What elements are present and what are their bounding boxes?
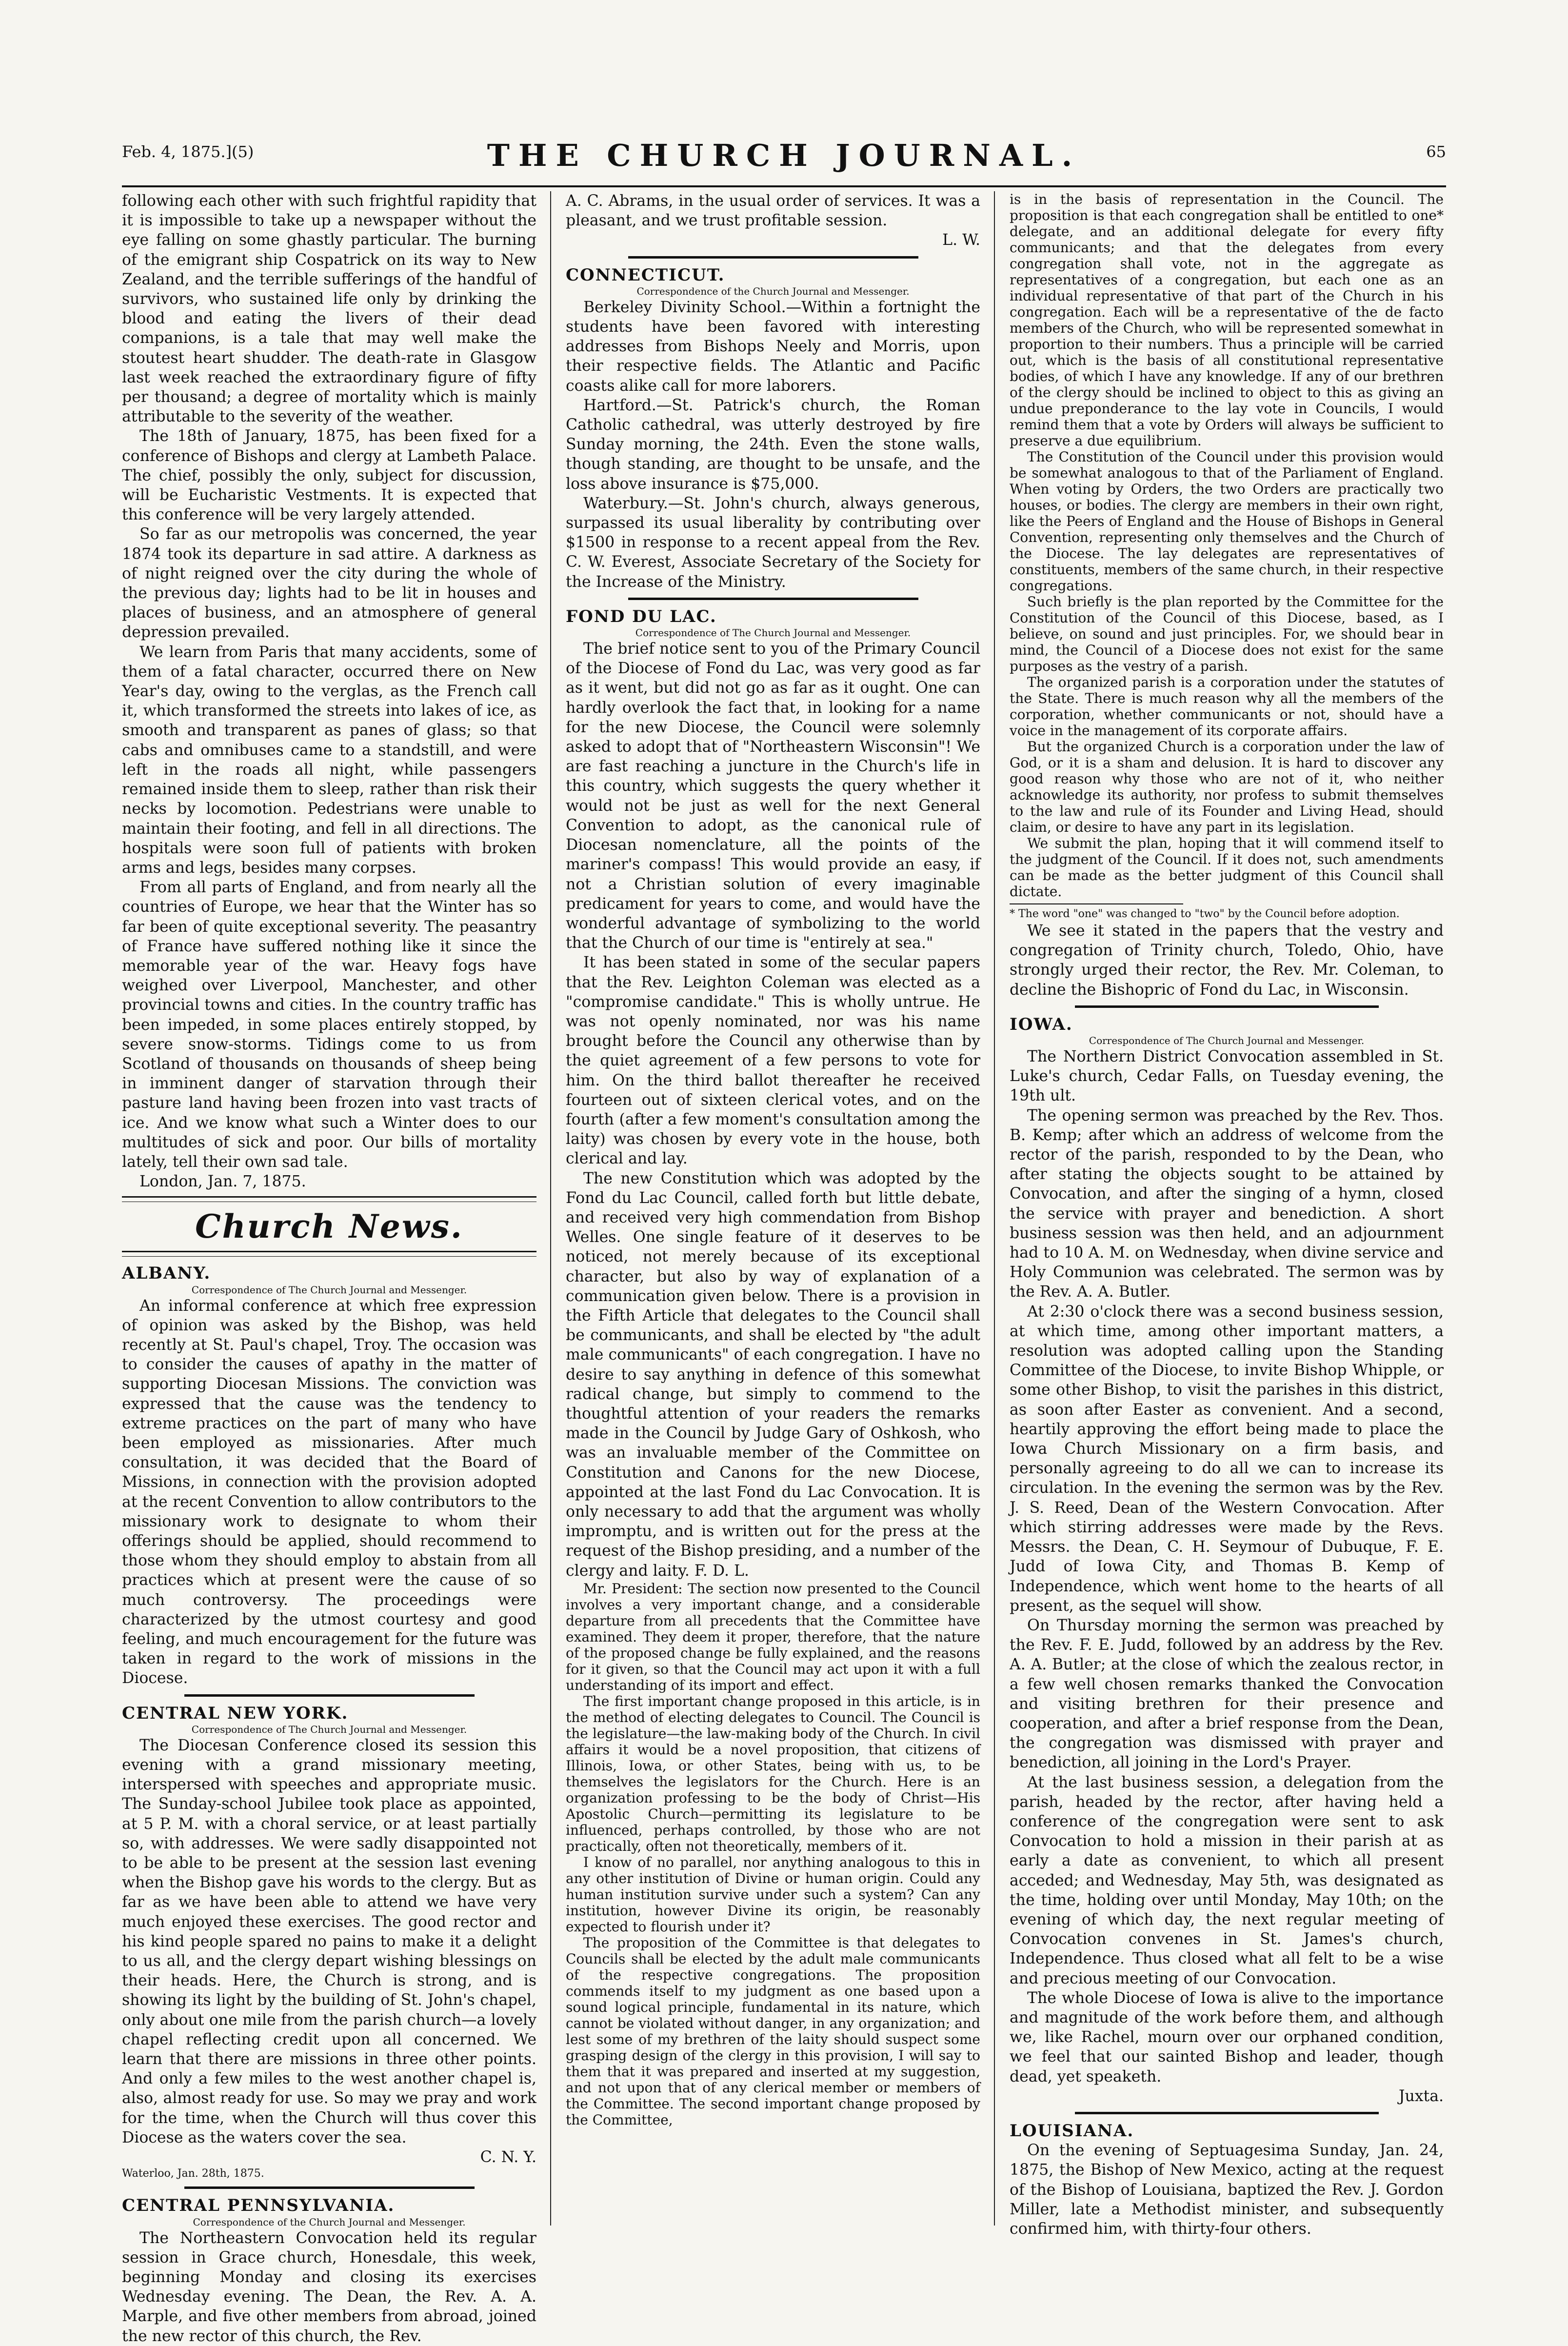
separator bbox=[122, 1196, 536, 1202]
paragraph: So far as our metropolis was concerned, the year 1874 took its departure in sad attire. A darkness as of night reigned over the city during the whole of the previous day; lights had to be lit in houses and places of business, and an atmosphere of general depression prevailed. bbox=[122, 525, 536, 642]
paragraph: Mr. President: The section now presented to the Council involves a very important change, and a considerable departure from all precedents that the Committee have examined. They deem it proper, therefore, that the nature of the proposed change be fully explained, and the reasons for it given, so that the Council may act upon it with a full understanding of its import and effect. bbox=[566, 1580, 980, 1693]
paragraph: It has been stated in some of the secular papers that the Rev. Leighton Coleman was elected as a "compromise candidate." This is wholly untrue. He was not openly nominated, nor was his name brought before the Council any otherwise than by the quiet agreement of a few persons to vote for him. On the third ballot thereafter he received fourteen out of sixteen clerical votes, and on the fourth (after a few moment's consultation among the laity) was chosen by every vote in the house, both clerical and lay. bbox=[566, 954, 980, 1168]
separator bbox=[184, 1694, 475, 1697]
paragraph: The Constitution of the Council under this provision would be somewhat analogous to that of the Parliament of England. When voting by Orders, the two Orders are practically two houses, or bodies. The clergy are members in their own right, like the Peers of England and the House of Bishops in General Convention, representing only themselves and the Church of the Diocese. The lay delegates are representatives of constituents, members of the same church, in their respective congregations. bbox=[1010, 449, 1444, 594]
column-3 bbox=[1010, 191, 1444, 2238]
paragraph: The new Constitution which was adopted by the Fond du Lac Council, called forth but little debate, and received very high commendation from Bishop Welles. One single feature of it deserves to be noticed, not merely because of its exceptional character, but also by way of explanation of a communication given below. There is a provision in the Fifth Article that delegates to the Council shall be communicants, and shall be elected by "the adult male communicants" of each congregation. I have no desire to say anything in defence of this somewhat radical change, but simply to commend to the thoughtful attention of your readers the remarks made in the Council by Judge Gary of Oshkosh, who was an invaluable member of the Committee on Constitution and Canons for the new Diocese, appointed at the last Fond du Lac Convocation. It is only necessary to add that the argument was wholly impromptu, and is written out for the press at the request of the Bishop presiding, and a number of the clergy and laity. F. D. L. bbox=[566, 1169, 980, 1580]
paragraph: On the evening of Septuagesima Sunday, Jan. 24, 1875, the Bishop of New Mexico, acting at the request of the Bishop of Louisiana, baptized the Rev. J. Gordon Miller, late a Methodist minister, and subsequently confirmed him, with thirty-four others. bbox=[1010, 2142, 1444, 2238]
separator bbox=[1010, 903, 1183, 904]
paragraph: The Northern District Convocation assembled in St. Luke's church, Cedar Falls, on Tuesday evening, the 19th ult. bbox=[1010, 1048, 1444, 1105]
column-1 bbox=[122, 191, 536, 2345]
paragraph: Such briefly is the plan reported by the Committee for the Constitution of the Council of this Diocese, based, as I believe, on sound and just principles. For, we should bear in mind, the Council of a Diocese does not exist for the same purposes as the vestry of a parish. bbox=[1010, 594, 1444, 674]
footnote: * The word "one" was changed to "two" by the Council before adoption. bbox=[1010, 908, 1400, 920]
paragraph: On Thursday morning the sermon was preached by the Rev. F. E. Judd, followed by an address by the Rev. A. A. Butler; at the close of which the zealous rector, in a few well chosen remarks thanked the Convocation and visiting brethren for their presence and cooperation, and after a brief response from the Dean, the congregation was dismissed with prayer and benediction, all joining in the Lord's Prayer. bbox=[1010, 1616, 1444, 1772]
paragraph: At 2:30 o'clock there was a second business session, at which time, among other important matters, a resolution was adopted calling upon the Standing Committee of the Diocese, to invite Bishop Whipple, or some other Bishop, to visit the parishes in this district, as soon after Easter as convenient. And a second, heartily approving the effort being made to place the Iowa Church Missionary on a firm basis, and personally agreeing to do all we can to increase its circulation. In the evening the sermon was by the Rev. J. S. Reed, Dean of the Western Convocation. After which stirring addresses were made by the Revs. Messrs. the Dean, C. H. Seymour of Dubuque, F. E. Judd of Iowa City, and Thomas B. Kemp of Independence, which went home to the hearts of all present, as the sequel will show. bbox=[1010, 1303, 1444, 1615]
paragraph: We learn from Paris that many accidents, some of them of a fatal character, occurred there on New Year's day, owing to the verglas, as the French call it, which transformed the streets into lakes of ice, as smooth and transparent as panes of glass; so that cabs and omnibuses came to a standstill, and were left in the roads all night, while passengers remained inside them to sleep, rather than risk their necks by locomotion. Pedestrians were unable to maintain their footing, and fell in all directions. The hospitals were soon full of patients with broken arms and legs, besides many corpses. bbox=[122, 643, 536, 877]
paragraph: But the organized Church is a corporation under the law of God, or it is a sham and delusion. It is hard to discover any good reason why those who are not of it, who neither acknowledge its authority, nor profess to submit themselves to the law and rule of its Founder and Living Head, should claim, or desire to have any part in its legislation. bbox=[1010, 739, 1444, 835]
paragraph: The 18th of January, 1875, has been fixed for a conference of Bishops and clergy at Lambeth Palace. The chief, possibly the only, subject for discussion, will be Eucharistic Vestments. It is expected that this conference will be very largely attended. bbox=[122, 427, 536, 524]
article-title: FOND DU LAC. bbox=[566, 606, 717, 626]
separator bbox=[628, 256, 918, 259]
separator bbox=[184, 2186, 475, 2189]
correspondence-line: Correspondence of the Church Journal and Messenger. bbox=[636, 285, 910, 297]
paragraph: Waterbury.—St. John's church, always generous, surpassed its usual liberality by contributing over $1500 in response to a recent appeal from the Rev. C. W. Everest, Associate Secretary of the Society for the Increase of the Ministry. bbox=[566, 494, 980, 591]
separator bbox=[628, 598, 918, 600]
header-rule bbox=[122, 185, 1446, 187]
masthead bbox=[122, 138, 1446, 185]
correspondence-line: Correspondence of The Church Journal and Messenger. bbox=[191, 1283, 467, 1296]
correspondence-line: Correspondence of the Church Journal and Messenger. bbox=[193, 2216, 466, 2228]
section-heading: Church News. bbox=[195, 1207, 463, 1246]
separator bbox=[1075, 2112, 1379, 2114]
column-divider bbox=[994, 191, 995, 2226]
article-title: CONNECTICUT. bbox=[566, 265, 725, 285]
article-title: CENTRAL PENNSYLVANIA. bbox=[122, 2196, 395, 2216]
paragraph: Hartford.—St. Patrick's church, the Roman Catholic cathedral, was utterly destroyed by fire Sunday morning, the 24th. Even the stone walls, though standing, are thought to be unsafe, and the loss above insurance is $75,000. bbox=[566, 396, 980, 493]
separator bbox=[1075, 1005, 1379, 1008]
column-2 bbox=[566, 191, 980, 2226]
paragraph: The whole Diocese of Iowa is alive to the importance and magnitude of the work before them, and although we, like Rachel, mourn over our orphaned condition, we feel that our sainted Bishop and leader, though dead, yet speaketh. bbox=[1010, 1989, 1444, 2085]
paragraph: The Northeastern Convocation held its regular session in Grace church, Honesdale, this week, beginning Monday and closing its exercises Wednesday evening. The Dean, the Rev. A. A. Marple, and five other members from abroad, joined the new rector of this church, the Rev. bbox=[122, 2229, 536, 2345]
article-title: LOUISIANA. bbox=[1010, 2121, 1134, 2141]
paragraph: An informal conference at which free expression of opinion was asked by the Bishop, was held recently at St. Paul's chapel, Troy. The occasion was to consider the causes of apathy in the matter of supporting Diocesan Missions. The conviction was expressed that the cause was the tendency to extreme practices on the part of many who have been employed as missionaries. After much consultation, it was decided that the Board of Missions, in connection with the provision adopted at the recent Convention to allow contributors to the missionary work to designate to whom their offerings should be applied, should recommend to those whom they should employ to abstain from all practices which at present were the cause of so much controversy. The proceedings were characterized by the utmost courtesy and good feeling, and much encouragement for the future was taken in regard to the work of missions in the Diocese. bbox=[122, 1297, 536, 1687]
paragraph: We submit the plan, hoping that it will commend itself to the judgment of the Council. If it does not, such amendments can be made as the better judgment of this Council shall dictate. bbox=[1010, 835, 1444, 900]
page-number: 65 bbox=[1426, 142, 1446, 161]
paragraph: I know of no parallel, nor anything analogous to this in any other institution of Divine or human origin. Could any human institution survive under such a system? Can any institution, however Divine its origin, be reasonably expected to flourish under it? bbox=[566, 1854, 980, 1935]
signature: C. N. Y. bbox=[480, 2148, 536, 2166]
paragraph: The Diocesan Conference closed its session this evening with a grand missionary meeting, interspersed with speeches and appropriate music. The Sunday-school Jubilee took place as appointed, at 5 P. M. with a choral service, or at least partially so, with addresses. We were sadly disappointed not to be able to be present at the session last evening when the Bishop gave his words to the clergy. But as far as we have been able to attend we have very much enjoyed these exercises. The good rector and his kind people spared no pains to make it a delight to us all, and the clergy depart wishing blessings on their heads. Here, the Church is strong, and is showing its light by the building of St. John's chapel, only about one mile from the parish church—a lovely chapel reflecting credit upon all concerned. We learn that there are missions in three other points. And only a few miles to the west another chapel is, also, almost ready for use. So may we pray and work for the time, when the Church will thus cover this Diocese as the waters cover the sea. bbox=[122, 1736, 536, 2146]
paragraph: The proposition of the Committee is that delegates to Councils shall be elected by the adult male communicants of the respective congregations. The proposition commends itself to my judgment as one based upon a sound logical principle, fundamental in its nature, which cannot be violated without danger, in any organization; and lest some of my brethren of the laity should suspect some grasping design of the clergy in this provision, I will say to them that it was prepared and inserted at my suggestion, and not upon that of any clerical member or members of the Committee. The second important change proposed by the Committee, bbox=[566, 1934, 980, 2128]
paragraph: following each other with such frightful rapidity that it is impossible to take up a newspaper without the eye falling on some ghastly particular. The burning of the emigrant ship Cospatrick on its way to New Zealand, and the terrible sufferings of the handful of survivors, who sustained life only by drinking the blood and eating the livers of their dead companions, is a tale that may well make the stoutest heart shudder. The death-rate in Glasgow last week reached the extraordinary figure of fifty per thousand; a degree of mortality which is mainly attributable to the severity of the weather. bbox=[122, 192, 536, 426]
paragraph: The brief notice sent to you of the Primary Council of the Diocese of Fond du Lac, was very good as far as it went, but did not go as far as it ought. One can hardly overlook the fact that, in looking for a name for the new Diocese, the Council were solemnly asked to adopt that of "Northeastern Wisconsin"! We are fast reaching a juncture in the Church's life in this country, which suggests the query whether it would not be just as well for the next General Convention to adopt, as the canonical rule of Diocesan nomenclature, all the points of the mariner's compass! This would provide an easy, if not a Christian solution of every imaginable predicament for years to come, and would have the wonderful advantage of symbolizing to the world that the Church of our time is "entirely at sea." bbox=[566, 640, 980, 952]
column-divider bbox=[550, 191, 551, 2226]
paragraph: The organized parish is a corporation under the statutes of the State. There is much reason why all the members of the corporation, whether communicants or not, should have a voice in the management of its corporate affairs. bbox=[1010, 674, 1444, 739]
paragraph: We see it stated in the papers that the vestry and congregation of Trinity church, Toledo, Ohio, have strongly urged their rector, the Rev. Mr. Coleman, to decline the Bishopric of Fond du Lac, in Wisconsin. bbox=[1010, 922, 1444, 999]
paragraph: Berkeley Divinity School.—Within a fortnight the students have been favored with interesting addresses from Bishops Neely and Morris, upon their respective fields. The Atlantic and Pacific coasts alike call for more laborers. bbox=[566, 298, 980, 395]
article-title: IOWA. bbox=[1010, 1014, 1073, 1034]
correspondence-line: Correspondence of The Church Journal and Messenger. bbox=[635, 627, 911, 639]
paragraph: is in the basis of representation in the Council. The proposition is that each congregation shall be entitled to one* delegate, and an additional delegate for every fifty communicants; and that the delegates from every congregation shall vote, not in the aggregate as representatives of a congregation, but each one as an individual representative of that part of the Church in his congregation. Each will be a representative of the de facto members of the Church, who will be represented somewhat in proportion to their numbers. Thus a principle will be carried out, which is the basis of all constitutional representative bodies, of which I have any knowledge. If any of our brethren of the clergy should be inclined to object to this as giving an undue preponderance to the lay vote in Councils, I would remind them that a vote by Orders will always be sufficient to preserve a due equilibrium. bbox=[1010, 191, 1444, 449]
dateline: Waterloo, Jan. 28th, 1875. bbox=[122, 2167, 264, 2180]
paragraph: A. C. Abrams, in the usual order of services. It was a pleasant, and we trust profitable session. bbox=[566, 192, 980, 230]
correspondence-line: Correspondence of The Church Journal and Messenger. bbox=[191, 1723, 467, 1735]
signature: L. W. bbox=[942, 231, 980, 249]
paragraph: The opening sermon was preached by the Rev. Thos. B. Kemp; after which an address of welcome from the rector of the parish, responded to by the Dean, who after stating the objects sought to be attained by Convocation, and after the singing of a hymn, closed the service with prayer and benediction. A short business session was then held, and an adjournment had to 10 A. M. on Wednesday, when divine service and Holy Communion was celebrated. The sermon was by the Rev. A. A. Butler. bbox=[1010, 1106, 1444, 1301]
dateline: London, Jan. 7, 1875. bbox=[139, 1173, 306, 1191]
paragraph: The first important change proposed in this article, is in the method of electing delegates to Council. The Council is the legislature—the law-making body of the Church. In civil affairs it would be a novel proposition, that citizens of Illinois, Iowa, or other States, being with us, to be themselves the legislators for the Church. Here is an organization professing to be the body of Christ—His Apostolic Church—permitting its legislature to be influenced, perhaps controlled, by those who are not practically, often not theoretically, members of it. bbox=[566, 1693, 980, 1854]
paragraph: At the last business session, a delegation from the parish, headed by the rector, after having held a conference of the congregation were sent to ask Convocation to hold a mission in their parish at as early a date as convenient, to which all present acceded; and Wednesday, May 5th, was designated as the time, holding over until Monday, May 10th; on the evening of which day, the next regular meeting of Convocation convenes in St. James's church, Independence. Thus closed what all felt to be a wise and precious meeting of our Convocation. bbox=[1010, 1773, 1444, 1987]
article-title: CENTRAL NEW YORK. bbox=[122, 1703, 349, 1723]
newspaper-title: THE CHURCH JOURNAL. bbox=[487, 138, 1081, 173]
signature: Juxta. bbox=[1398, 2087, 1444, 2105]
article-title: ALBANY. bbox=[122, 1263, 211, 1283]
paragraph: From all parts of England, and from nearly all the countries of Europe, we hear that the Winter has so far been of quite exceptional severity. The peasantry of France have suffered nothing like it since the memorable year of the war. Heavy fogs have weighed over Liverpool, Manchester, and other provincial towns and cities. In the country traffic has been impeded, in some places entirely stopped, by severe snow-storms. Tidings come to us from Scotland of thousands on thousands of sheep being in imminent danger of starvation through their pasture land having been frozen into vast tracts of ice. And we know what such a Winter does to our multitudes of sick and poor. Our bills of mortality lately, tell their own sad tale. bbox=[122, 879, 536, 1171]
correspondence-line: Correspondence of The Church Journal and Messenger. bbox=[1089, 1035, 1365, 1047]
separator bbox=[122, 1251, 536, 1257]
issue-date: Feb. 4, 1875.](5) bbox=[122, 142, 254, 161]
